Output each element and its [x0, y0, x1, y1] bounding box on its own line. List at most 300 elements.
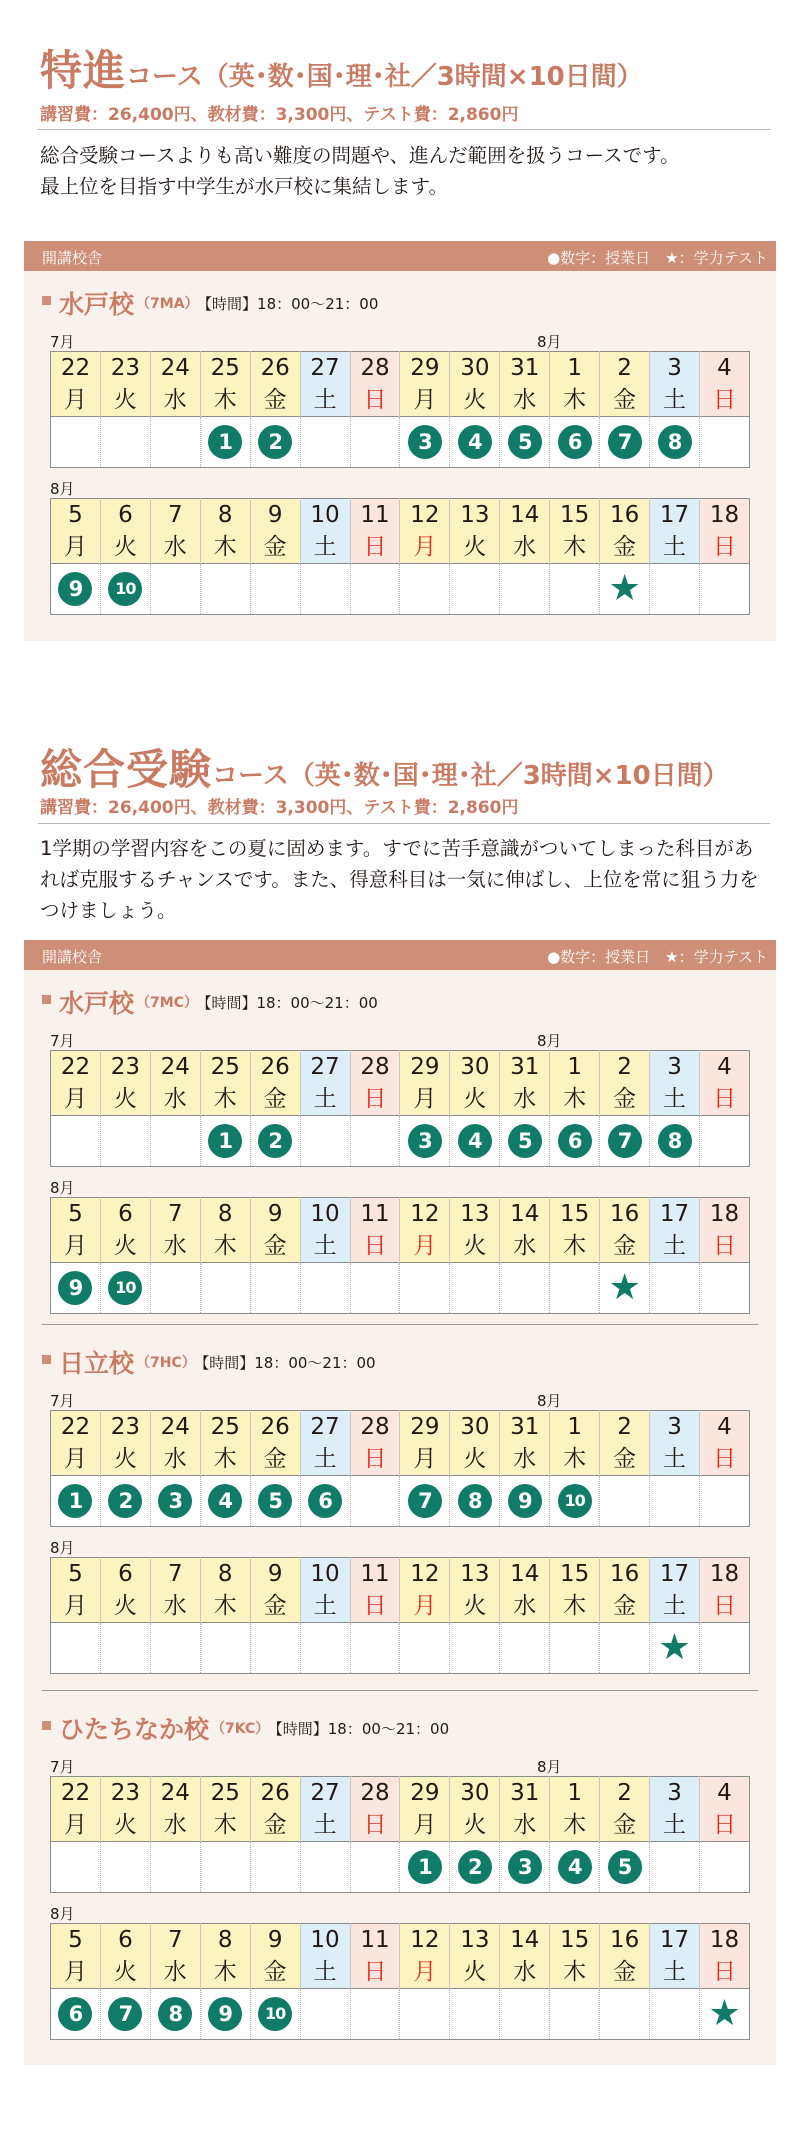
day-number: 3 [650, 352, 700, 385]
day-number: 13 [450, 1198, 500, 1231]
schedule-cell [400, 1623, 450, 1674]
schedule-cell [200, 1476, 250, 1527]
class-day-marker: 3 [408, 425, 442, 459]
class-day-marker: 1 [208, 425, 242, 459]
weekday-label: 土 [650, 1590, 700, 1623]
class-day-marker: 5 [608, 1850, 642, 1884]
class-day-marker: 6 [558, 1124, 592, 1158]
day-number: 9 [250, 499, 300, 532]
day-number: 26 [250, 352, 300, 385]
day-number: 10 [300, 1924, 350, 1957]
class-day-marker: 2 [258, 425, 292, 459]
day-number: 2 [600, 352, 650, 385]
weekday-label: 火 [450, 1956, 500, 1989]
day-number: 23 [100, 1777, 150, 1810]
course-title: 特進コース（英･数･国･理･社／3時間×10日間） [40, 46, 643, 95]
weekday-label: 木 [550, 1956, 600, 1989]
weekday-label: 日 [350, 1083, 400, 1116]
schedule-cell [500, 1842, 550, 1893]
schedule-cell [699, 1263, 749, 1314]
weekday-label: 土 [300, 1443, 350, 1476]
day-number: 25 [200, 352, 250, 385]
schedule-cell [699, 564, 749, 615]
weekday-label: 水 [500, 1083, 550, 1116]
schedule-cell [51, 564, 101, 615]
class-day-marker: 4 [558, 1850, 592, 1884]
day-number: 8 [200, 1924, 250, 1957]
class-day-marker: 7 [608, 1124, 642, 1158]
weekday-label: 日 [350, 1809, 400, 1842]
weekday-label: 水 [500, 531, 550, 564]
weekday-label: 月 [51, 384, 101, 417]
schedule-cell [600, 564, 650, 615]
schedule-cell [350, 417, 400, 468]
calendar-week-1 [50, 1776, 750, 1893]
class-day-marker: 8 [658, 425, 692, 459]
day-number: 24 [150, 1051, 200, 1084]
class-day-marker: 7 [608, 425, 642, 459]
schedule-cell [250, 1623, 300, 1674]
schedule-cell [550, 1623, 600, 1674]
day-number: 1 [550, 1777, 600, 1810]
weekday-label: 金 [600, 531, 650, 564]
weekday-label: 日 [699, 1590, 749, 1623]
day-number: 5 [51, 499, 101, 532]
weekday-label: 木 [550, 384, 600, 417]
day-number: 15 [550, 1924, 600, 1957]
schedule-cell [600, 1116, 650, 1167]
weekday-label: 火 [450, 1083, 500, 1116]
course-code: （7HC） [136, 1355, 196, 1371]
class-day-marker: 6 [558, 425, 592, 459]
day-number: 26 [250, 1777, 300, 1810]
class-day-marker: 7 [108, 1997, 142, 2031]
schedule-cell [350, 564, 400, 615]
day-number: 14 [500, 1198, 550, 1231]
class-day-marker: 10 [108, 572, 142, 606]
schedule-cell [300, 1989, 350, 2040]
day-number: 13 [450, 1924, 500, 1957]
schedule-cell [200, 417, 250, 468]
day-number: 25 [200, 1777, 250, 1810]
schedule-cell [450, 417, 500, 468]
schedule-cell [400, 1263, 450, 1314]
schedule-panel [24, 940, 776, 2065]
weekday-label: 土 [300, 531, 350, 564]
schedule-cell [600, 417, 650, 468]
weekday-label: 木 [550, 1083, 600, 1116]
weekday-label: 金 [250, 1956, 300, 1989]
day-number: 16 [600, 499, 650, 532]
weekday-label: 火 [100, 1230, 150, 1263]
weekday-label: 金 [250, 1809, 300, 1842]
day-number: 15 [550, 1198, 600, 1231]
day-number: 29 [400, 1411, 450, 1444]
weekday-label: 土 [300, 1083, 350, 1116]
weekday-label: 金 [600, 1230, 650, 1263]
bullet-square-icon [42, 995, 51, 1004]
schedule-cell [300, 1263, 350, 1314]
schedule-cell [699, 1476, 749, 1527]
day-number: 11 [350, 1198, 400, 1231]
schedule-cell [699, 1842, 749, 1893]
weekday-label: 水 [500, 1443, 550, 1476]
schedule-cell [500, 417, 550, 468]
day-number: 6 [100, 1198, 150, 1231]
weekday-label: 金 [250, 531, 300, 564]
schedule-cell [150, 1476, 200, 1527]
schedule-cell [400, 417, 450, 468]
weekday-label: 木 [550, 1230, 600, 1263]
class-time: 【時間】18：00～21：00 [204, 294, 379, 313]
day-number: 29 [400, 1777, 450, 1810]
day-number: 7 [150, 499, 200, 532]
day-number: 30 [450, 1051, 500, 1084]
weekday-label: 土 [650, 1956, 700, 1989]
bullet-square-icon [42, 1721, 51, 1730]
schedule-cell [100, 1116, 150, 1167]
day-number: 18 [699, 1924, 749, 1957]
schedule-cell [250, 1842, 300, 1893]
schedule-cell [450, 1842, 500, 1893]
day-number: 28 [350, 1411, 400, 1444]
schedule-cell [400, 1116, 450, 1167]
schedule-cell [100, 1476, 150, 1527]
day-number: 1 [550, 1051, 600, 1084]
weekday-label: 日 [350, 1590, 400, 1623]
schedule-cell [600, 1842, 650, 1893]
weekday-label: 水 [150, 1083, 200, 1116]
day-number: 27 [300, 1051, 350, 1084]
month-label: 8月 [537, 1032, 562, 1050]
month-label: 7月 [50, 1392, 75, 1410]
day-number: 27 [300, 1411, 350, 1444]
day-number: 31 [500, 1411, 550, 1444]
school-name: ひたちなか校 [59, 1715, 210, 1744]
weekday-label: 金 [250, 384, 300, 417]
schedule-cell [699, 1989, 749, 2040]
day-number: 18 [699, 499, 749, 532]
schedule-cell [150, 1989, 200, 2040]
weekday-label: 木 [200, 1809, 250, 1842]
weekday-label: 金 [600, 1956, 650, 1989]
weekday-label: 火 [100, 1956, 150, 1989]
schedule-cell [51, 1623, 101, 1674]
schedule-cell [51, 1263, 101, 1314]
schedule-cell [550, 417, 600, 468]
month-label: 8月 [537, 1758, 562, 1776]
bullet-square-icon [42, 296, 51, 305]
day-number: 11 [350, 499, 400, 532]
weekday-label: 木 [200, 1590, 250, 1623]
weekday-label: 火 [100, 384, 150, 417]
day-number: 15 [550, 1558, 600, 1591]
schedule-cell [300, 1116, 350, 1167]
weekday-label: 月 [51, 1590, 101, 1623]
legend-schools: 開講校舎 [42, 948, 103, 966]
day-number: 27 [300, 1777, 350, 1810]
month-label: 7月 [50, 1758, 75, 1776]
day-number: 16 [600, 1198, 650, 1231]
weekday-label: 月 [51, 1809, 101, 1842]
day-number: 2 [600, 1411, 650, 1444]
legend-marks: ●数字：授業日 ★：学力テスト [547, 249, 768, 267]
day-number: 8 [200, 1198, 250, 1231]
day-number: 12 [400, 1558, 450, 1591]
schedule-cell [550, 1842, 600, 1893]
schedule-cell [450, 564, 500, 615]
day-number: 11 [350, 1558, 400, 1591]
weekday-label: 金 [600, 1590, 650, 1623]
schedule-cell [250, 1476, 300, 1527]
day-number: 31 [500, 1051, 550, 1084]
calendar-week-2 [50, 1923, 750, 2040]
calendar-week-2 [50, 1557, 750, 1674]
schedule-cell [300, 564, 350, 615]
month-label: 8月 [50, 1539, 75, 1557]
month-label: 7月 [50, 1032, 75, 1050]
class-day-marker: 9 [208, 1997, 242, 2031]
weekday-label: 火 [450, 531, 500, 564]
schedule-cell [600, 1989, 650, 2040]
day-number: 5 [51, 1198, 101, 1231]
day-number: 12 [400, 1198, 450, 1231]
school-header [42, 1710, 449, 1746]
day-number: 28 [350, 352, 400, 385]
school-divider [42, 1690, 758, 1691]
schedule-cell [699, 1623, 749, 1674]
schedule-cell [500, 1476, 550, 1527]
day-number: 28 [350, 1777, 400, 1810]
day-number: 4 [699, 352, 749, 385]
school-name: 水戸校 [59, 989, 135, 1018]
weekday-label: 木 [550, 1443, 600, 1476]
calendar-week-2 [50, 1197, 750, 1314]
day-number: 31 [500, 352, 550, 385]
course-fees: 講習費：26,400円、教材費：3,300円、テスト費：2,860円 [40, 798, 519, 818]
weekday-label: 日 [699, 1956, 749, 1989]
schedule-cell [350, 1842, 400, 1893]
weekday-label: 水 [500, 1809, 550, 1842]
day-number: 10 [300, 499, 350, 532]
weekday-label: 日 [350, 531, 400, 564]
schedule-cell [200, 1116, 250, 1167]
schedule-cell [500, 1263, 550, 1314]
schedule-cell [450, 1623, 500, 1674]
day-number: 30 [450, 1777, 500, 1810]
weekday-label: 火 [450, 1443, 500, 1476]
day-number: 1 [550, 1411, 600, 1444]
weekday-label: 金 [600, 384, 650, 417]
class-day-marker: 6 [58, 1997, 92, 2031]
class-day-marker: 2 [258, 1124, 292, 1158]
schedule-cell [350, 1116, 400, 1167]
month-label: 8月 [50, 1179, 75, 1197]
schedule-cell [450, 1476, 500, 1527]
schedule-cell [150, 1116, 200, 1167]
day-number: 26 [250, 1411, 300, 1444]
weekday-label: 水 [500, 1590, 550, 1623]
weekday-label: 火 [450, 1590, 500, 1623]
weekday-label: 木 [550, 1809, 600, 1842]
schedule-cell [150, 1623, 200, 1674]
weekday-label: 日 [699, 1809, 749, 1842]
day-number: 28 [350, 1051, 400, 1084]
weekday-label: 月 [51, 531, 101, 564]
weekday-label: 金 [600, 1809, 650, 1842]
weekday-label: 水 [150, 1443, 200, 1476]
weekday-label: 土 [650, 1083, 700, 1116]
course-description: 1学期の学習内容をこの夏に固めます。すでに苦手意識がついてしまった科目があれば克服するチャンスです。また、得意科目は一気に伸ばし、上位を常に狙う力をつけましょう。 [40, 837, 759, 922]
weekday-label: 月 [400, 1230, 450, 1263]
day-number: 16 [600, 1924, 650, 1957]
test-star-icon: ★ [608, 568, 641, 609]
class-day-marker: 9 [58, 1271, 92, 1305]
weekday-label: 火 [100, 1083, 150, 1116]
weekday-label: 月 [51, 1083, 101, 1116]
day-number: 26 [250, 1051, 300, 1084]
day-number: 15 [550, 499, 600, 532]
day-number: 22 [51, 352, 101, 385]
weekday-label: 水 [150, 1956, 200, 1989]
class-day-marker: 5 [508, 425, 542, 459]
schedule-cell [250, 417, 300, 468]
schedule-cell [200, 1263, 250, 1314]
weekday-label: 月 [400, 531, 450, 564]
schedule-cell [550, 1476, 600, 1527]
day-number: 23 [100, 1411, 150, 1444]
day-number: 6 [100, 499, 150, 532]
weekday-label: 土 [650, 1809, 700, 1842]
weekday-label: 日 [699, 531, 749, 564]
class-day-marker: 2 [458, 1850, 492, 1884]
weekday-label: 金 [600, 1083, 650, 1116]
class-day-marker: 9 [58, 572, 92, 606]
weekday-label: 水 [500, 1956, 550, 1989]
day-number: 17 [650, 1924, 700, 1957]
day-number: 5 [51, 1558, 101, 1591]
schedule-cell [600, 1476, 650, 1527]
weekday-label: 月 [51, 1956, 101, 1989]
day-number: 18 [699, 1198, 749, 1231]
calendar-week-1 [50, 1050, 750, 1167]
weekday-label: 木 [200, 1230, 250, 1263]
day-number: 24 [150, 1777, 200, 1810]
class-day-marker: 8 [458, 1484, 492, 1518]
schedule-cell [550, 1116, 600, 1167]
class-day-marker: 4 [458, 1124, 492, 1158]
day-number: 13 [450, 1558, 500, 1591]
weekday-label: 木 [200, 1443, 250, 1476]
class-day-marker: 6 [308, 1484, 342, 1518]
schedule-cell [200, 1842, 250, 1893]
weekday-label: 金 [250, 1590, 300, 1623]
schedule-cell [550, 1989, 600, 2040]
day-number: 22 [51, 1051, 101, 1084]
schedule-cell [100, 564, 150, 615]
class-day-marker: 8 [658, 1124, 692, 1158]
school-header [42, 1344, 376, 1380]
schedule-cell [100, 1989, 150, 2040]
day-number: 1 [550, 352, 600, 385]
class-day-marker: 3 [408, 1124, 442, 1158]
day-number: 17 [650, 499, 700, 532]
calendar-week-2 [50, 498, 750, 615]
weekday-label: 金 [250, 1083, 300, 1116]
weekday-label: 金 [250, 1443, 300, 1476]
course-fees: 講習費：26,400円、教材費：3,300円、テスト費：2,860円 [40, 105, 519, 125]
weekday-label: 月 [400, 1443, 450, 1476]
weekday-label: 土 [300, 1230, 350, 1263]
weekday-label: 火 [100, 1590, 150, 1623]
weekday-label: 土 [300, 384, 350, 417]
schedule-cell [650, 1623, 700, 1674]
test-star-icon: ★ [608, 1267, 641, 1308]
weekday-label: 土 [300, 1956, 350, 1989]
day-number: 30 [450, 1411, 500, 1444]
class-day-marker: 3 [158, 1484, 192, 1518]
weekday-label: 水 [500, 384, 550, 417]
weekday-label: 水 [150, 384, 200, 417]
weekday-label: 日 [350, 384, 400, 417]
day-number: 12 [400, 499, 450, 532]
panel-header [24, 241, 776, 271]
class-day-marker: 4 [458, 425, 492, 459]
day-number: 16 [600, 1558, 650, 1591]
weekday-label: 水 [150, 1590, 200, 1623]
day-number: 6 [100, 1924, 150, 1957]
day-number: 8 [200, 499, 250, 532]
schedule-cell [550, 564, 600, 615]
day-number: 10 [300, 1198, 350, 1231]
weekday-label: 日 [699, 1230, 749, 1263]
course-code: （7MA） [136, 296, 199, 312]
month-label: 8月 [537, 333, 562, 351]
weekday-label: 月 [400, 1809, 450, 1842]
class-time: 【時間】18：00～21：00 [203, 993, 378, 1012]
weekday-label: 火 [100, 531, 150, 564]
schedule-cell [400, 1989, 450, 2040]
legend-schools: 開講校舎 [42, 249, 103, 267]
day-number: 9 [250, 1924, 300, 1957]
schedule-cell [200, 1623, 250, 1674]
class-day-marker: 10 [258, 1997, 292, 2031]
schedule-cell [250, 1116, 300, 1167]
legend-marks: ●数字：授業日 ★：学力テスト [547, 948, 768, 966]
weekday-label: 水 [150, 1809, 200, 1842]
day-number: 30 [450, 352, 500, 385]
day-number: 31 [500, 1777, 550, 1810]
class-day-marker: 10 [108, 1271, 142, 1305]
school-divider [42, 1324, 758, 1325]
class-day-marker: 9 [508, 1484, 542, 1518]
weekday-label: 月 [400, 384, 450, 417]
course-code: （7KC） [211, 1721, 270, 1737]
weekday-label: 木 [200, 1956, 250, 1989]
schedule-cell [51, 417, 101, 468]
schedule-cell [51, 1842, 101, 1893]
class-day-marker: 5 [508, 1124, 542, 1158]
schedule-cell [100, 1623, 150, 1674]
day-number: 2 [600, 1777, 650, 1810]
weekday-label: 日 [350, 1443, 400, 1476]
day-number: 12 [400, 1924, 450, 1957]
weekday-label: 火 [100, 1443, 150, 1476]
weekday-label: 土 [650, 384, 700, 417]
day-number: 6 [100, 1558, 150, 1591]
schedule-cell [150, 1263, 200, 1314]
divider [38, 823, 770, 824]
